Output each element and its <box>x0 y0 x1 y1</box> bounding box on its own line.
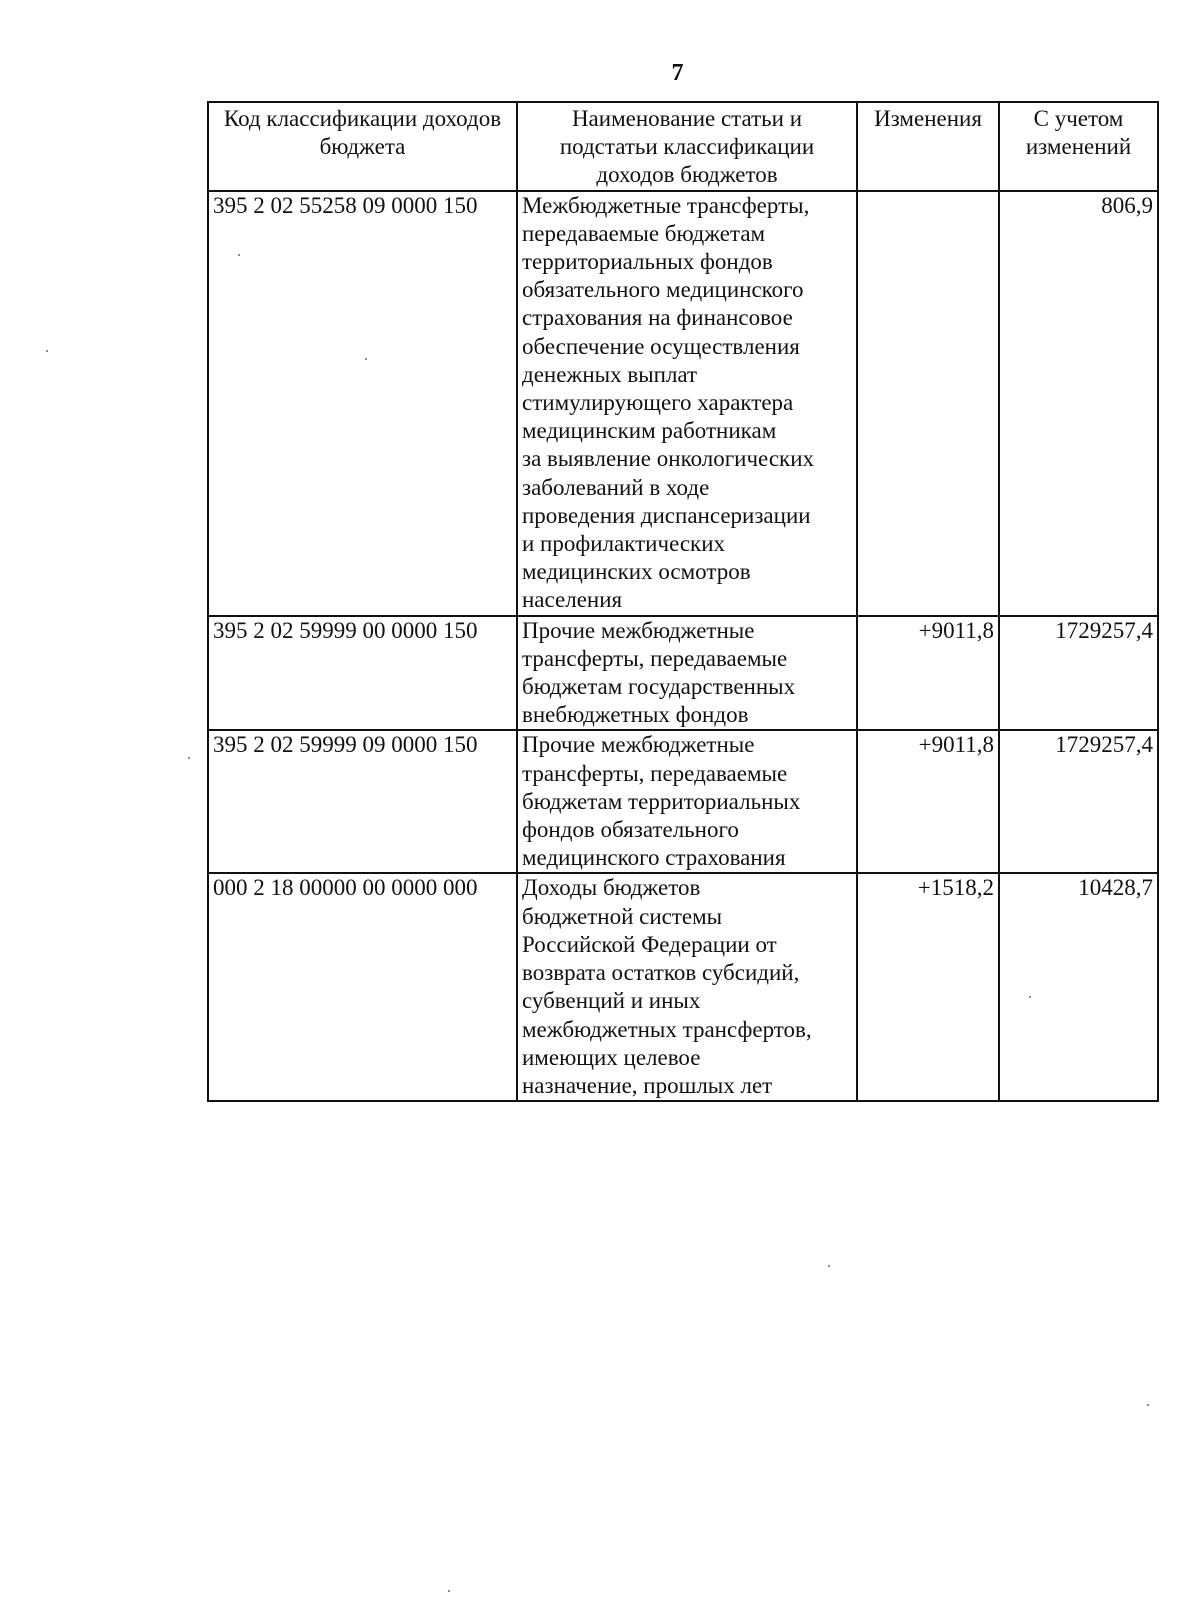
header-total: С учетом изменений <box>999 102 1158 191</box>
table-row <box>208 873 1158 1101</box>
scan-speck <box>448 1590 450 1592</box>
row-total: 1729257,4 <box>999 616 1158 731</box>
header-name: Наименование статьи и подстатьи классификации доходов бюджетов <box>517 102 857 191</box>
row-name: Доходы бюджетов бюджетной системы Российской Федерации от возврата остатков субсидий, субвенций и иных межбюджетных трансфертов, имеющих целевое назначение, прошлых лет <box>517 873 857 1101</box>
header-code: Код классификации доходов бюджета <box>208 102 517 191</box>
table-row <box>208 616 1158 731</box>
scan-speck <box>828 1265 830 1267</box>
row-change <box>857 191 999 616</box>
row-total: 10428,7 <box>999 873 1158 1101</box>
scan-speck <box>46 350 48 352</box>
row-name: Прочие межбюджетные трансферты, передаваемые бюджетам государственных внебюджетных фондов <box>517 616 857 731</box>
header-change: Изменения <box>857 102 999 191</box>
row-code: 395 2 02 55258 09 0000 150 <box>208 191 517 616</box>
row-change: +9011,8 <box>857 616 999 731</box>
table-row <box>208 730 1158 873</box>
row-total: 1729257,4 <box>999 730 1158 873</box>
table-header-row <box>208 102 1158 191</box>
row-total: 806,9 <box>999 191 1158 616</box>
scan-speck <box>188 757 190 759</box>
row-code: 000 2 18 00000 00 0000 000 <box>208 873 517 1101</box>
row-change: +9011,8 <box>857 730 999 873</box>
row-name: Межбюджетные трансферты, передаваемые бюджетам территориальных фондов обязательного медицинского страхования на финансовое обеспечение осуществления денежных выплат стимулирующего характера медицинским работникам за выявление онкологических заболеваний в ходе проведения диспансеризации и профилактических медицинских осмотров населения <box>517 191 857 616</box>
page-number: 7 <box>671 60 684 86</box>
scan-speck <box>238 254 240 256</box>
row-code: 395 2 02 59999 09 0000 150 <box>208 730 517 873</box>
row-name: Прочие межбюджетные трансферты, передаваемые бюджетам территориальных фондов обязательного медицинского страхования <box>517 730 857 873</box>
table-row <box>208 191 1158 616</box>
budget-revenue-table <box>207 101 1159 1102</box>
row-code: 395 2 02 59999 00 0000 150 <box>208 616 517 731</box>
scan-speck <box>1029 996 1031 998</box>
scan-speck <box>1147 1404 1149 1406</box>
scan-speck <box>365 358 367 360</box>
row-change: +1518,2 <box>857 873 999 1101</box>
